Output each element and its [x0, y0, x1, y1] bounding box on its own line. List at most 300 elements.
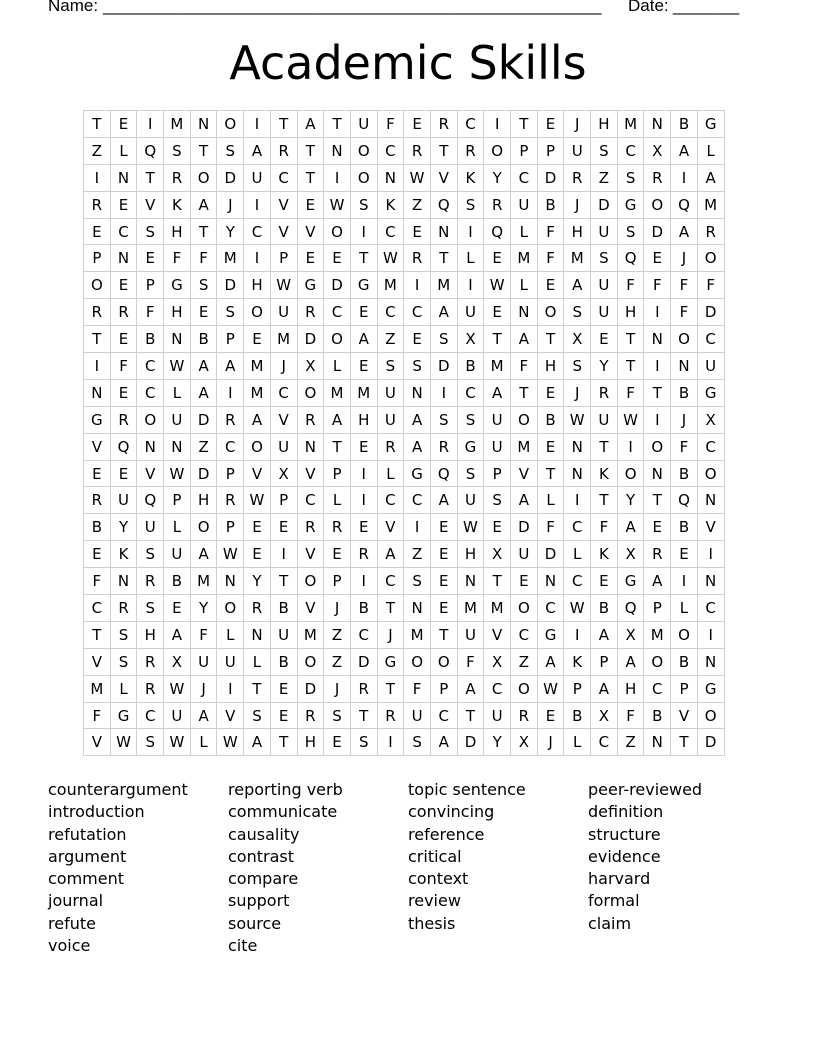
grid-cell[interactable]: O — [84, 272, 111, 299]
grid-cell[interactable]: G — [297, 272, 324, 299]
grid-cell[interactable]: G — [404, 460, 431, 487]
grid-cell[interactable]: S — [244, 702, 271, 729]
grid-cell[interactable]: C — [270, 379, 297, 406]
grid-cell[interactable]: S — [217, 137, 244, 164]
grid-cell[interactable]: T — [511, 379, 538, 406]
grid-cell[interactable]: B — [350, 595, 377, 622]
grid-cell[interactable]: E — [537, 272, 564, 299]
grid-cell[interactable]: F — [404, 675, 431, 702]
grid-cell[interactable]: R — [297, 406, 324, 433]
grid-cell[interactable]: U — [591, 272, 618, 299]
grid-cell[interactable]: M — [270, 326, 297, 353]
grid-cell[interactable]: L — [377, 460, 404, 487]
grid-cell[interactable]: A — [617, 514, 644, 541]
grid-cell[interactable]: B — [84, 514, 111, 541]
grid-cell[interactable]: S — [110, 648, 137, 675]
grid-cell[interactable]: V — [270, 406, 297, 433]
grid-cell[interactable]: S — [591, 245, 618, 272]
grid-cell[interactable]: L — [110, 137, 137, 164]
grid-cell[interactable]: P — [511, 137, 538, 164]
grid-cell[interactable]: U — [457, 299, 484, 326]
grid-cell[interactable]: N — [697, 487, 724, 514]
grid-cell[interactable]: E — [270, 675, 297, 702]
grid-cell[interactable]: L — [324, 487, 351, 514]
grid-cell[interactable]: E — [404, 218, 431, 245]
grid-cell[interactable]: B — [137, 326, 164, 353]
grid-cell[interactable]: V — [671, 702, 698, 729]
grid-cell[interactable]: S — [377, 353, 404, 380]
grid-cell[interactable]: A — [644, 568, 671, 595]
grid-cell[interactable]: M — [564, 245, 591, 272]
grid-cell[interactable]: A — [537, 648, 564, 675]
grid-cell[interactable]: L — [217, 621, 244, 648]
grid-cell[interactable]: E — [324, 245, 351, 272]
grid-cell[interactable]: G — [697, 111, 724, 138]
grid-cell[interactable]: M — [404, 621, 431, 648]
grid-cell[interactable]: M — [297, 621, 324, 648]
grid-cell[interactable]: T — [457, 702, 484, 729]
grid-cell[interactable]: C — [244, 218, 271, 245]
grid-cell[interactable]: U — [591, 218, 618, 245]
grid-cell[interactable]: N — [404, 379, 431, 406]
grid-cell[interactable]: C — [697, 433, 724, 460]
grid-cell[interactable]: V — [430, 164, 457, 191]
grid-cell[interactable]: M — [511, 433, 538, 460]
grid-cell[interactable]: H — [564, 218, 591, 245]
grid-cell[interactable]: D — [457, 729, 484, 756]
grid-cell[interactable]: H — [617, 299, 644, 326]
grid-cell[interactable]: Y — [484, 729, 511, 756]
grid-cell[interactable]: R — [377, 433, 404, 460]
grid-cell[interactable]: N — [644, 326, 671, 353]
grid-cell[interactable]: F — [164, 245, 191, 272]
grid-cell[interactable]: F — [457, 648, 484, 675]
grid-cell[interactable]: E — [591, 568, 618, 595]
grid-cell[interactable]: L — [244, 648, 271, 675]
grid-cell[interactable]: J — [564, 379, 591, 406]
grid-cell[interactable]: X — [457, 326, 484, 353]
grid-cell[interactable]: M — [430, 272, 457, 299]
grid-cell[interactable]: E — [190, 299, 217, 326]
grid-cell[interactable]: M — [697, 191, 724, 218]
grid-cell[interactable]: O — [617, 460, 644, 487]
grid-cell[interactable]: H — [164, 299, 191, 326]
grid-cell[interactable]: T — [324, 433, 351, 460]
grid-cell[interactable]: S — [137, 541, 164, 568]
grid-cell[interactable]: F — [84, 702, 111, 729]
grid-cell[interactable]: R — [244, 595, 271, 622]
grid-cell[interactable]: T — [350, 702, 377, 729]
grid-cell[interactable]: K — [377, 191, 404, 218]
grid-cell[interactable]: T — [644, 487, 671, 514]
grid-cell[interactable]: T — [84, 326, 111, 353]
grid-cell[interactable]: P — [217, 460, 244, 487]
grid-cell[interactable]: T — [244, 675, 271, 702]
grid-cell[interactable]: F — [617, 379, 644, 406]
grid-cell[interactable]: E — [350, 299, 377, 326]
grid-cell[interactable]: X — [617, 621, 644, 648]
grid-cell[interactable]: O — [537, 299, 564, 326]
grid-cell[interactable]: U — [164, 406, 191, 433]
grid-cell[interactable]: X — [591, 702, 618, 729]
grid-cell[interactable]: I — [644, 299, 671, 326]
grid-cell[interactable]: T — [190, 218, 217, 245]
grid-cell[interactable]: R — [137, 675, 164, 702]
grid-cell[interactable]: W — [110, 729, 137, 756]
grid-cell[interactable]: Z — [84, 137, 111, 164]
grid-cell[interactable]: R — [697, 218, 724, 245]
grid-cell[interactable]: C — [217, 433, 244, 460]
grid-cell[interactable]: N — [190, 111, 217, 138]
grid-cell[interactable]: A — [617, 648, 644, 675]
grid-cell[interactable]: S — [457, 406, 484, 433]
grid-cell[interactable]: A — [430, 299, 457, 326]
grid-cell[interactable]: I — [324, 164, 351, 191]
grid-cell[interactable]: A — [591, 675, 618, 702]
grid-cell[interactable]: S — [484, 487, 511, 514]
grid-cell[interactable]: A — [511, 326, 538, 353]
grid-cell[interactable]: W — [564, 595, 591, 622]
grid-cell[interactable]: A — [430, 487, 457, 514]
grid-cell[interactable]: N — [244, 621, 271, 648]
grid-cell[interactable]: M — [617, 111, 644, 138]
grid-cell[interactable]: M — [217, 245, 244, 272]
grid-cell[interactable]: V — [84, 648, 111, 675]
grid-cell[interactable]: L — [190, 729, 217, 756]
grid-cell[interactable]: R — [404, 137, 431, 164]
grid-cell[interactable]: F — [137, 299, 164, 326]
grid-cell[interactable]: P — [137, 272, 164, 299]
grid-cell[interactable]: E — [484, 514, 511, 541]
grid-cell[interactable]: D — [190, 406, 217, 433]
grid-cell[interactable]: A — [324, 406, 351, 433]
grid-cell[interactable]: T — [297, 137, 324, 164]
grid-cell[interactable]: T — [190, 137, 217, 164]
grid-cell[interactable]: C — [110, 218, 137, 245]
grid-cell[interactable]: S — [217, 299, 244, 326]
grid-cell[interactable]: F — [617, 272, 644, 299]
grid-cell[interactable]: G — [697, 379, 724, 406]
grid-cell[interactable]: J — [270, 353, 297, 380]
grid-cell[interactable]: C — [430, 702, 457, 729]
grid-cell[interactable]: U — [484, 406, 511, 433]
date-field[interactable]: _______ — [673, 0, 740, 15]
grid-cell[interactable]: G — [457, 433, 484, 460]
grid-cell[interactable]: F — [697, 272, 724, 299]
grid-cell[interactable]: T — [137, 164, 164, 191]
grid-cell[interactable]: S — [350, 729, 377, 756]
grid-cell[interactable]: E — [404, 326, 431, 353]
grid-cell[interactable]: A — [404, 406, 431, 433]
grid-cell[interactable]: V — [270, 218, 297, 245]
grid-cell[interactable]: L — [457, 245, 484, 272]
grid-cell[interactable]: I — [644, 353, 671, 380]
grid-cell[interactable]: K — [564, 648, 591, 675]
grid-cell[interactable]: U — [217, 648, 244, 675]
grid-cell[interactable]: O — [697, 460, 724, 487]
grid-cell[interactable]: O — [297, 568, 324, 595]
grid-cell[interactable]: R — [350, 541, 377, 568]
grid-cell[interactable]: N — [564, 460, 591, 487]
grid-cell[interactable]: L — [537, 487, 564, 514]
grid-cell[interactable]: S — [190, 272, 217, 299]
grid-cell[interactable]: U — [137, 514, 164, 541]
grid-cell[interactable]: F — [511, 353, 538, 380]
grid-cell[interactable]: A — [377, 541, 404, 568]
grid-cell[interactable]: J — [217, 191, 244, 218]
grid-cell[interactable]: M — [244, 379, 271, 406]
grid-cell[interactable]: G — [110, 702, 137, 729]
grid-cell[interactable]: E — [484, 245, 511, 272]
grid-cell[interactable]: W — [377, 245, 404, 272]
grid-cell[interactable]: I — [217, 379, 244, 406]
grid-cell[interactable]: Z — [404, 191, 431, 218]
grid-cell[interactable]: N — [404, 595, 431, 622]
grid-cell[interactable]: C — [564, 568, 591, 595]
grid-cell[interactable]: J — [564, 111, 591, 138]
grid-cell[interactable]: I — [84, 353, 111, 380]
grid-cell[interactable]: R — [137, 568, 164, 595]
grid-cell[interactable]: R — [297, 299, 324, 326]
grid-cell[interactable]: O — [350, 137, 377, 164]
grid-cell[interactable]: W — [164, 675, 191, 702]
grid-cell[interactable]: H — [457, 541, 484, 568]
grid-cell[interactable]: Z — [591, 164, 618, 191]
grid-cell[interactable]: E — [110, 326, 137, 353]
grid-cell[interactable]: Q — [137, 487, 164, 514]
grid-cell[interactable]: E — [671, 541, 698, 568]
grid-cell[interactable]: B — [564, 702, 591, 729]
grid-cell[interactable]: O — [697, 702, 724, 729]
grid-cell[interactable]: N — [430, 218, 457, 245]
grid-cell[interactable]: T — [484, 326, 511, 353]
grid-cell[interactable]: R — [297, 514, 324, 541]
grid-cell[interactable]: A — [217, 353, 244, 380]
grid-cell[interactable]: R — [350, 675, 377, 702]
grid-cell[interactable]: A — [564, 272, 591, 299]
grid-cell[interactable]: P — [430, 675, 457, 702]
grid-cell[interactable]: O — [350, 164, 377, 191]
grid-cell[interactable]: C — [377, 137, 404, 164]
grid-cell[interactable]: C — [404, 487, 431, 514]
grid-cell[interactable]: I — [137, 111, 164, 138]
grid-cell[interactable]: I — [244, 245, 271, 272]
grid-cell[interactable]: A — [484, 379, 511, 406]
grid-cell[interactable]: E — [591, 326, 618, 353]
grid-cell[interactable]: O — [297, 648, 324, 675]
grid-cell[interactable]: E — [137, 245, 164, 272]
grid-cell[interactable]: S — [430, 326, 457, 353]
grid-cell[interactable]: A — [671, 137, 698, 164]
grid-cell[interactable]: L — [511, 272, 538, 299]
grid-cell[interactable]: I — [244, 191, 271, 218]
grid-cell[interactable]: D — [297, 675, 324, 702]
grid-cell[interactable]: T — [84, 111, 111, 138]
grid-cell[interactable]: T — [591, 433, 618, 460]
grid-cell[interactable]: I — [377, 729, 404, 756]
grid-cell[interactable]: F — [537, 514, 564, 541]
grid-cell[interactable]: D — [644, 218, 671, 245]
grid-cell[interactable]: Q — [430, 460, 457, 487]
grid-cell[interactable]: C — [350, 621, 377, 648]
grid-cell[interactable]: N — [110, 164, 137, 191]
grid-cell[interactable]: F — [84, 568, 111, 595]
grid-cell[interactable]: C — [137, 702, 164, 729]
grid-cell[interactable]: U — [164, 702, 191, 729]
grid-cell[interactable]: Q — [671, 487, 698, 514]
grid-cell[interactable]: E — [537, 111, 564, 138]
grid-cell[interactable]: N — [537, 568, 564, 595]
grid-cell[interactable]: T — [617, 326, 644, 353]
grid-cell[interactable]: W — [564, 406, 591, 433]
grid-cell[interactable]: X — [697, 406, 724, 433]
grid-cell[interactable]: O — [644, 433, 671, 460]
grid-cell[interactable]: V — [297, 541, 324, 568]
grid-cell[interactable]: R — [270, 137, 297, 164]
grid-cell[interactable]: P — [671, 675, 698, 702]
grid-cell[interactable]: O — [324, 326, 351, 353]
grid-cell[interactable]: R — [164, 164, 191, 191]
grid-cell[interactable]: A — [190, 702, 217, 729]
grid-cell[interactable]: C — [324, 299, 351, 326]
grid-cell[interactable]: U — [350, 111, 377, 138]
grid-cell[interactable]: R — [217, 406, 244, 433]
grid-cell[interactable]: W — [270, 272, 297, 299]
grid-cell[interactable]: E — [84, 541, 111, 568]
grid-cell[interactable]: W — [404, 164, 431, 191]
grid-cell[interactable]: N — [564, 433, 591, 460]
grid-cell[interactable]: L — [110, 675, 137, 702]
grid-cell[interactable]: M — [84, 675, 111, 702]
grid-cell[interactable]: U — [270, 621, 297, 648]
grid-cell[interactable]: O — [644, 648, 671, 675]
grid-cell[interactable]: R — [484, 191, 511, 218]
grid-cell[interactable]: S — [137, 729, 164, 756]
grid-cell[interactable]: E — [430, 568, 457, 595]
grid-cell[interactable]: E — [164, 595, 191, 622]
grid-cell[interactable]: I — [564, 621, 591, 648]
grid-cell[interactable]: I — [644, 406, 671, 433]
grid-cell[interactable]: N — [110, 568, 137, 595]
grid-cell[interactable]: C — [457, 111, 484, 138]
grid-cell[interactable]: I — [671, 568, 698, 595]
grid-cell[interactable]: U — [110, 487, 137, 514]
grid-cell[interactable]: Y — [484, 164, 511, 191]
grid-cell[interactable]: P — [564, 675, 591, 702]
grid-cell[interactable]: N — [697, 648, 724, 675]
grid-cell[interactable]: S — [457, 460, 484, 487]
grid-cell[interactable]: B — [671, 460, 698, 487]
grid-cell[interactable]: T — [591, 487, 618, 514]
grid-cell[interactable]: M — [190, 568, 217, 595]
grid-cell[interactable]: Q — [484, 218, 511, 245]
grid-cell[interactable]: M — [484, 595, 511, 622]
grid-cell[interactable]: I — [484, 111, 511, 138]
grid-cell[interactable]: N — [511, 299, 538, 326]
grid-cell[interactable]: L — [324, 353, 351, 380]
grid-cell[interactable]: S — [404, 568, 431, 595]
grid-cell[interactable]: B — [591, 595, 618, 622]
grid-cell[interactable]: T — [270, 729, 297, 756]
grid-cell[interactable]: T — [270, 568, 297, 595]
grid-cell[interactable]: I — [270, 541, 297, 568]
name-field[interactable]: _______________________________________________________ — [103, 0, 602, 15]
grid-cell[interactable]: E — [350, 514, 377, 541]
grid-cell[interactable]: D — [324, 272, 351, 299]
grid-cell[interactable]: P — [644, 595, 671, 622]
grid-cell[interactable]: M — [377, 272, 404, 299]
grid-cell[interactable]: E — [430, 595, 457, 622]
grid-cell[interactable]: T — [270, 111, 297, 138]
grid-cell[interactable]: F — [190, 245, 217, 272]
grid-cell[interactable]: N — [324, 137, 351, 164]
grid-cell[interactable]: K — [457, 164, 484, 191]
grid-cell[interactable]: R — [644, 541, 671, 568]
grid-cell[interactable]: F — [591, 514, 618, 541]
grid-cell[interactable]: E — [430, 514, 457, 541]
grid-cell[interactable]: V — [511, 460, 538, 487]
grid-cell[interactable]: W — [217, 541, 244, 568]
grid-cell[interactable]: W — [457, 514, 484, 541]
grid-cell[interactable]: K — [591, 460, 618, 487]
grid-cell[interactable]: N — [217, 568, 244, 595]
grid-cell[interactable]: E — [350, 353, 377, 380]
grid-cell[interactable]: Z — [404, 541, 431, 568]
grid-cell[interactable]: W — [617, 406, 644, 433]
grid-cell[interactable]: W — [217, 729, 244, 756]
grid-cell[interactable]: A — [164, 621, 191, 648]
grid-cell[interactable]: T — [537, 460, 564, 487]
grid-cell[interactable]: V — [297, 595, 324, 622]
grid-cell[interactable]: N — [164, 326, 191, 353]
grid-cell[interactable]: L — [697, 137, 724, 164]
grid-cell[interactable]: S — [110, 621, 137, 648]
grid-cell[interactable]: E — [244, 514, 271, 541]
grid-cell[interactable]: V — [244, 460, 271, 487]
grid-cell[interactable]: F — [190, 621, 217, 648]
grid-cell[interactable]: E — [537, 379, 564, 406]
grid-cell[interactable]: P — [164, 487, 191, 514]
grid-cell[interactable]: F — [110, 353, 137, 380]
grid-cell[interactable]: O — [297, 379, 324, 406]
grid-cell[interactable]: N — [644, 460, 671, 487]
grid-cell[interactable]: C — [137, 379, 164, 406]
grid-cell[interactable]: U — [244, 164, 271, 191]
grid-cell[interactable]: L — [671, 595, 698, 622]
grid-cell[interactable]: I — [350, 460, 377, 487]
grid-cell[interactable]: O — [324, 218, 351, 245]
grid-cell[interactable]: T — [644, 379, 671, 406]
grid-cell[interactable]: W — [324, 191, 351, 218]
grid-cell[interactable]: U — [511, 541, 538, 568]
grid-cell[interactable]: P — [217, 326, 244, 353]
grid-cell[interactable]: A — [511, 487, 538, 514]
grid-cell[interactable]: T — [297, 164, 324, 191]
grid-cell[interactable]: O — [697, 245, 724, 272]
grid-cell[interactable]: D — [217, 164, 244, 191]
grid-cell[interactable]: E — [484, 299, 511, 326]
grid-cell[interactable]: X — [511, 729, 538, 756]
grid-cell[interactable]: I — [430, 379, 457, 406]
grid-cell[interactable]: N — [457, 568, 484, 595]
grid-cell[interactable]: U — [564, 137, 591, 164]
grid-cell[interactable]: U — [377, 406, 404, 433]
grid-cell[interactable]: L — [564, 729, 591, 756]
grid-cell[interactable]: U — [270, 299, 297, 326]
grid-cell[interactable]: Y — [617, 487, 644, 514]
grid-cell[interactable]: Y — [217, 218, 244, 245]
grid-cell[interactable]: I — [457, 272, 484, 299]
